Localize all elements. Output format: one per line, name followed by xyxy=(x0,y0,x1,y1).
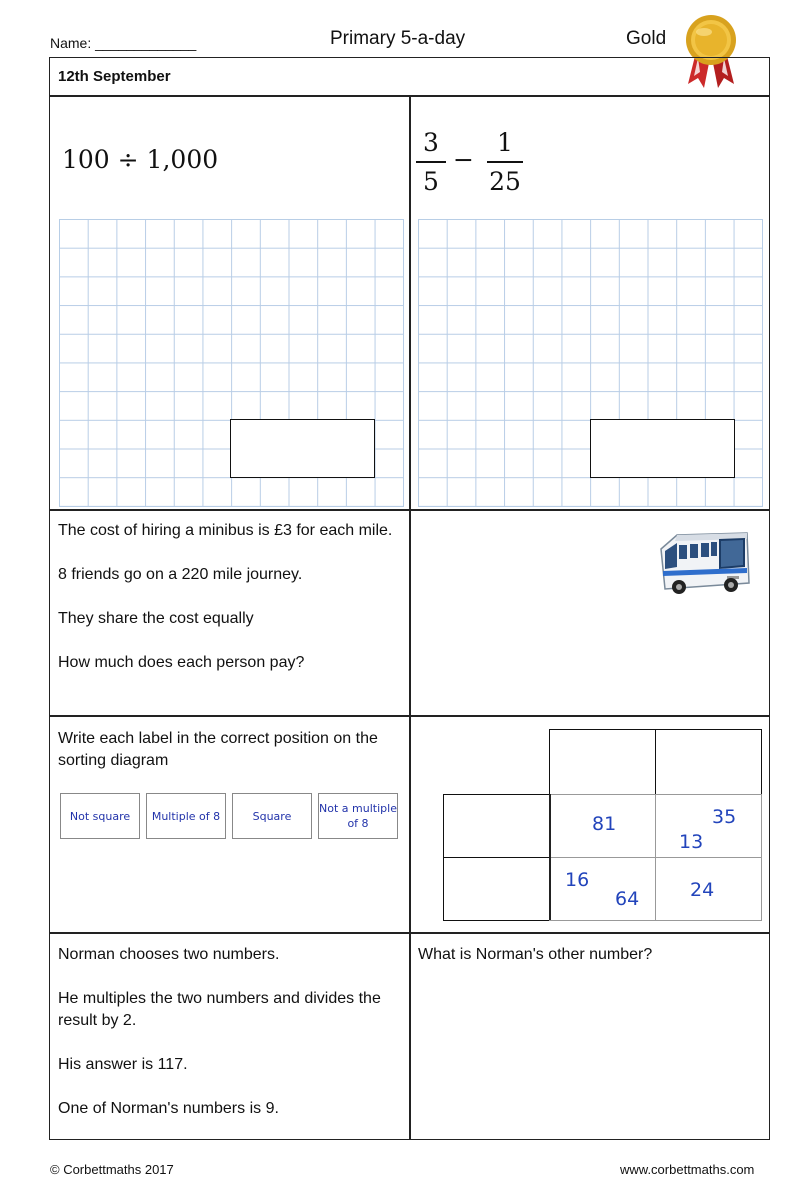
copyright-text: © Corbettmaths 2017 xyxy=(50,1162,174,1177)
level-label: Gold xyxy=(626,28,667,49)
divider xyxy=(409,95,411,1140)
sorting-number: 24 xyxy=(690,879,715,901)
sorting-label-not-square[interactable]: Not square xyxy=(60,793,140,839)
q5-line: One of Norman's numbers is 9. xyxy=(58,1100,279,1117)
sorting-number: 16 xyxy=(565,869,590,891)
q5-line: Norman chooses two numbers. xyxy=(58,946,280,963)
q5-line: He multiples the two numbers and divides the result by 2. xyxy=(58,990,381,1029)
column-header-slot-2[interactable] xyxy=(655,729,762,795)
row-header-slot-1[interactable] xyxy=(443,794,550,858)
q5-line: His answer is 117. xyxy=(58,1056,188,1073)
q2-frac1-denominator: 5 xyxy=(423,166,439,196)
worksheet-title: Primary 5-a-day xyxy=(330,28,466,49)
column-header-slot-1[interactable] xyxy=(549,729,656,795)
q2-frac2-denominator: 25 xyxy=(489,166,521,196)
sorting-label-square[interactable]: Square xyxy=(232,793,312,839)
q3-line: How much does each person pay? xyxy=(58,654,305,671)
q3-line: The cost of hiring a minibus is £3 for each mile. xyxy=(58,522,393,539)
sorting-number: 64 xyxy=(615,888,640,910)
q5-text xyxy=(58,944,398,1142)
q4-instruction: Write each label in the correct position on the sorting diagram xyxy=(58,730,378,769)
q2-fraction-1 xyxy=(416,128,446,196)
q3-line: 8 friends go on a 220 mile journey. xyxy=(58,566,303,583)
sorting-number: 13 xyxy=(679,831,704,853)
minibus-icon xyxy=(655,527,753,603)
q2-operator: − xyxy=(453,145,474,174)
diagram-edge xyxy=(549,794,551,921)
website-text: www.corbettmaths.com xyxy=(620,1162,755,1177)
name-field-label: Name: _____________ xyxy=(50,35,197,51)
sorting-cell xyxy=(655,794,762,858)
q2-fraction-2 xyxy=(487,128,523,196)
sorting-number: 81 xyxy=(592,813,617,835)
q5-question: What is Norman's other number? xyxy=(418,946,653,963)
diagram-edge xyxy=(549,920,762,921)
q1-answer-box[interactable] xyxy=(230,419,375,478)
row-header-slot-2[interactable] xyxy=(443,857,550,921)
q2-frac2-numerator: 1 xyxy=(497,128,513,157)
date-label: 12th September xyxy=(58,68,171,85)
sorting-label-not-multiple-of-8[interactable]: Not a multiple of 8 xyxy=(318,793,398,839)
q2-answer-box[interactable] xyxy=(590,419,735,478)
sorting-label-multiple-of-8[interactable]: Multiple of 8 xyxy=(146,793,226,839)
sorting-number: 35 xyxy=(712,806,737,828)
q2-frac1-numerator: 3 xyxy=(423,128,439,157)
q3-text xyxy=(58,520,398,696)
q1-expression: 100 ÷ 1,000 xyxy=(62,145,219,174)
q3-line: They share the cost equally xyxy=(58,610,254,627)
